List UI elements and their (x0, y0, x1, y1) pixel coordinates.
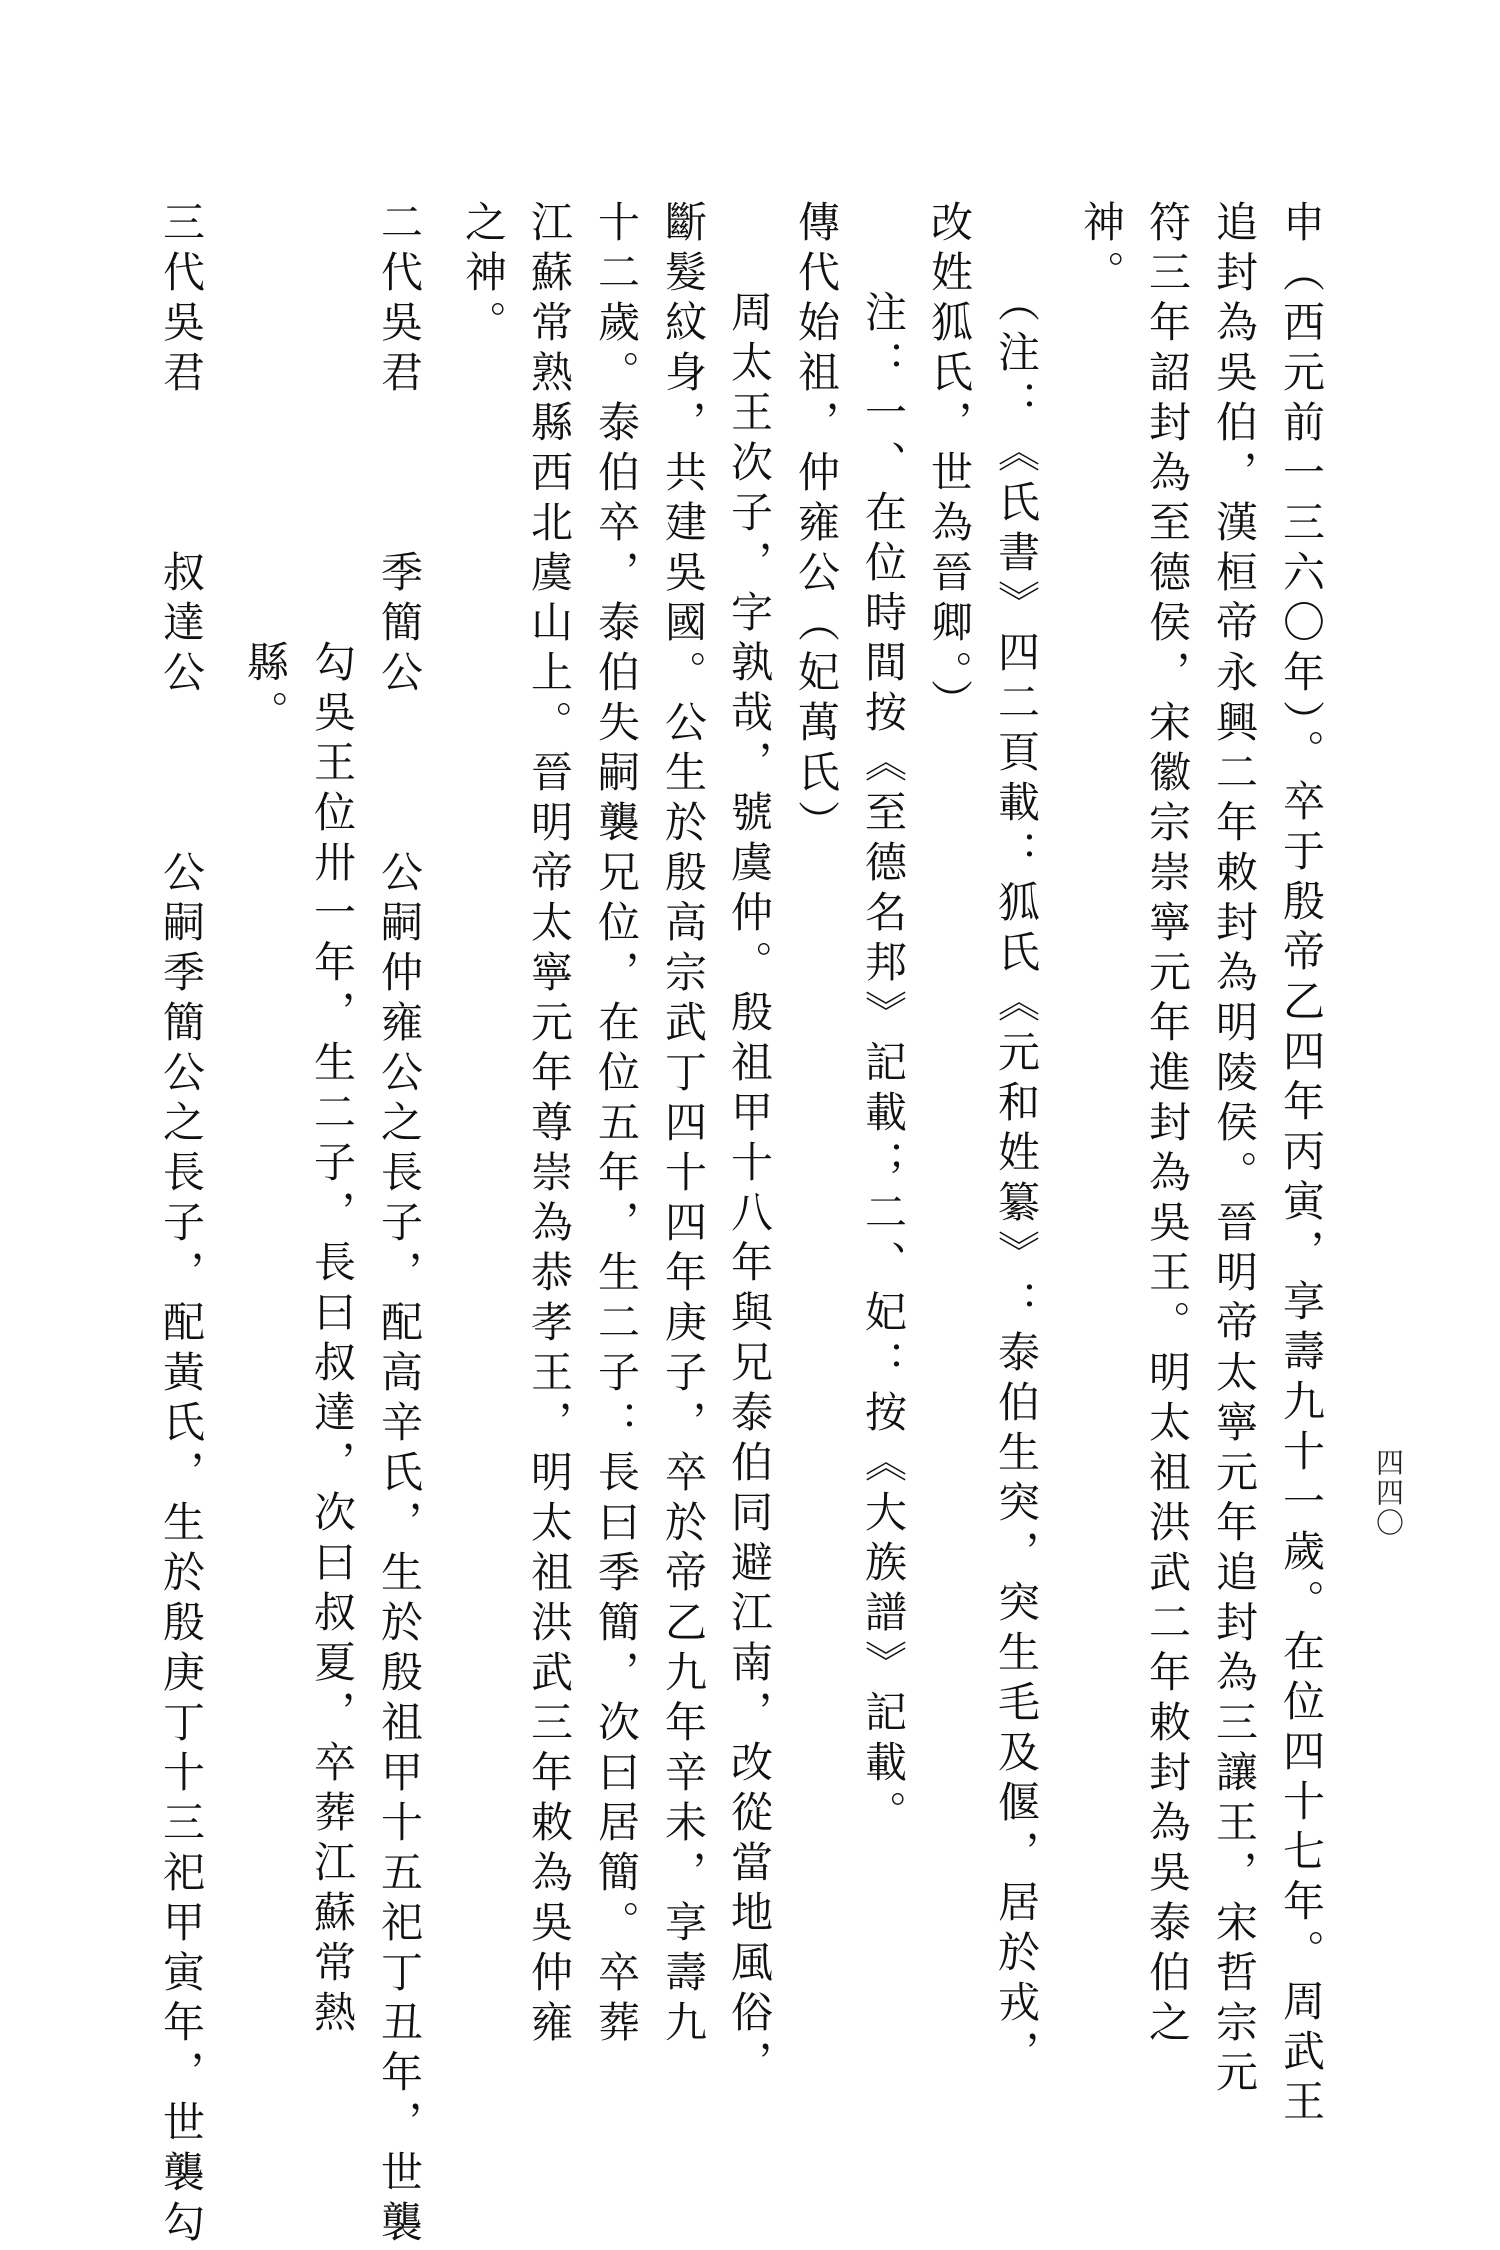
text-column-12: 江蘇常熟縣西北虞山上。晉明帝太寧元年尊崇為恭孝王，明太祖洪武三年敕為吳仲雍 (525, 200, 574, 2050)
generation-2-row: 二代吳君 季簡公 公嗣仲雍公之長子，配高辛氏，生於殷祖甲十五祀丁丑年，世襲 (375, 200, 424, 2250)
text-column-2: 追封為吳伯，漢桓帝永興二年敕封為明陵侯。晉明帝太寧元年追封為三讓王，宋哲宗元 (1210, 200, 1259, 2100)
note-column-2: 改姓狐氏，世為晉卿。） (925, 200, 974, 729)
page-number: 四四〇 (1372, 1448, 1405, 1538)
note-column-1: （注：《氏書》四二頁載：狐氏《元和姓纂》：泰伯生突，突生毛及偃，居於戎， (992, 280, 1041, 2080)
text-column-13: 之神。 (459, 200, 508, 350)
generation-2-end: 縣。 (241, 640, 290, 740)
text-column-9: 周太王次子，字孰哉，號虞仲。殷祖甲十八年與兄泰伯同避江南，改從當地風俗， (725, 290, 774, 2090)
generation-2-continued: 勾吳王位卅一年，生二子，長曰叔達，次曰叔夏，卒葬江蘇常熱 (308, 640, 357, 2040)
generation-3-row: 三代吳君 叔達公 公嗣季簡公之長子，配黃氏，生於殷庚丁十三祀甲寅年，世襲勾 (157, 200, 206, 2250)
section-heading: 傳代始祖，仲雍公（妃萬氏） (792, 200, 841, 850)
text-column-11: 十二歲。泰伯卒，泰伯失嗣襲兄位，在位五年，生二子：長曰季簡，次曰居簡。卒葬 (592, 200, 641, 2050)
text-column-10: 斷髮紋身，共建吳國。公生於殷高宗武丁四十四年庚子，卒於帝乙九年辛未，享壽九 (659, 200, 708, 2050)
text-column-1: 申（西元前一三六〇年）。卒于殷帝乙四年丙寅，享壽九十一歲。在位四十七年。周武王 (1277, 200, 1326, 2129)
note-column-3: 注：一、在位時間按《至德名邦》記載；二、妃：按《大族譜》記載。 (859, 290, 908, 1840)
text-column-4: 神。 (1077, 200, 1126, 300)
text-column-3: 符三年詔封為至德侯，宋徽宗崇寧元年進封為吳王。明太祖洪武二年敕封為吳泰伯之 (1143, 200, 1192, 2050)
